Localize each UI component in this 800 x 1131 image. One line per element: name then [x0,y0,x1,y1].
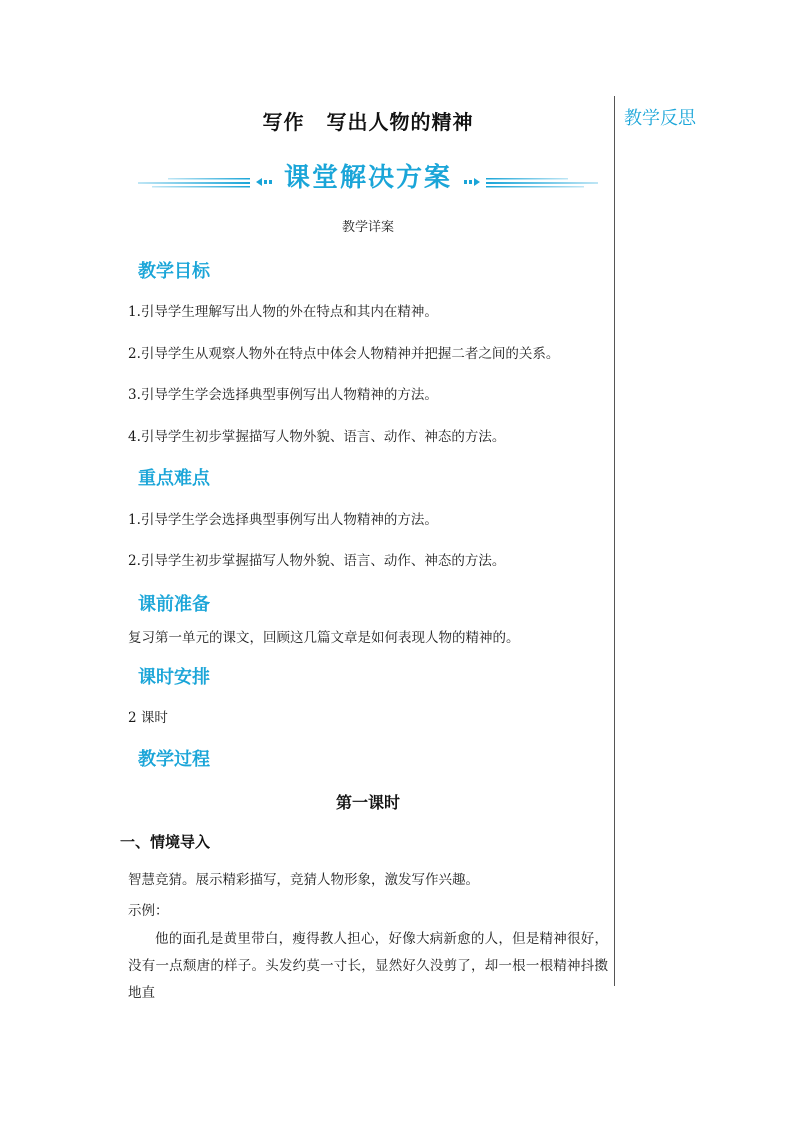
solution-banner [138,154,598,202]
preparation-text: 复习第一单元的课文，回顾这几篇文章是如何表现人物的精神的。 [128,630,520,646]
goal-item-4: 4.引导学生初步掌握描写人物外貌、语言、动作、神态的方法。 [128,429,506,445]
document-title [128,106,608,135]
document-subtitle: 教学详案 [341,220,394,235]
sidebar-title: 教学反思 [624,108,696,129]
key-point-item-2: 2.引导学生初步掌握描写人物外貌、语言、动作、神态的方法。 [128,553,506,569]
lesson-title: 第一课时 [335,793,400,812]
part-1-text: 智慧竞猜。展示精彩描写，竞猜人物形象，激发写作兴趣。 [128,872,479,888]
column-divider [614,96,615,986]
banner-right-arrow-icon [464,178,480,186]
example-text: 他的面孔是黄里带白，瘦得教人担心，好像大病新愈的人，但是精神很好，没有一点颓唐的样子。头发约莫一寸长，显然好久没剪了，却一根一根精神抖擞地直 [128,931,608,1001]
schedule-heading: 课时安排 [138,667,210,688]
title-part-1: 写作 [262,110,305,134]
title-part-2: 写出人物的精神 [326,110,474,134]
goal-item-3: 3.引导学生学会选择典型事例写出人物精神的方法。 [128,387,438,403]
process-heading: 教学过程 [138,749,210,770]
example-label: 示例： [128,903,169,919]
banner-left-arrow-icon [256,178,272,186]
preparation-heading: 课前准备 [138,594,210,615]
key-points-heading: 重点难点 [138,468,210,489]
banner-text: 课堂解决方案 [283,163,453,193]
banner-right-lines [486,178,598,188]
schedule-text: 2 课时 [128,710,168,726]
goal-item-2: 2.引导学生从观察人物外在特点中体会人物精神并把握二者之间的关系。 [128,346,560,362]
goal-item-1: 1.引导学生理解写出人物的外在特点和其内在精神。 [128,304,438,320]
banner-left-lines [138,178,250,188]
part-1-title: 一、情境导入 [120,833,211,851]
goals-heading: 教学目标 [138,261,210,282]
key-point-item-1: 1.引导学生学会选择典型事例写出人物精神的方法。 [128,512,438,528]
